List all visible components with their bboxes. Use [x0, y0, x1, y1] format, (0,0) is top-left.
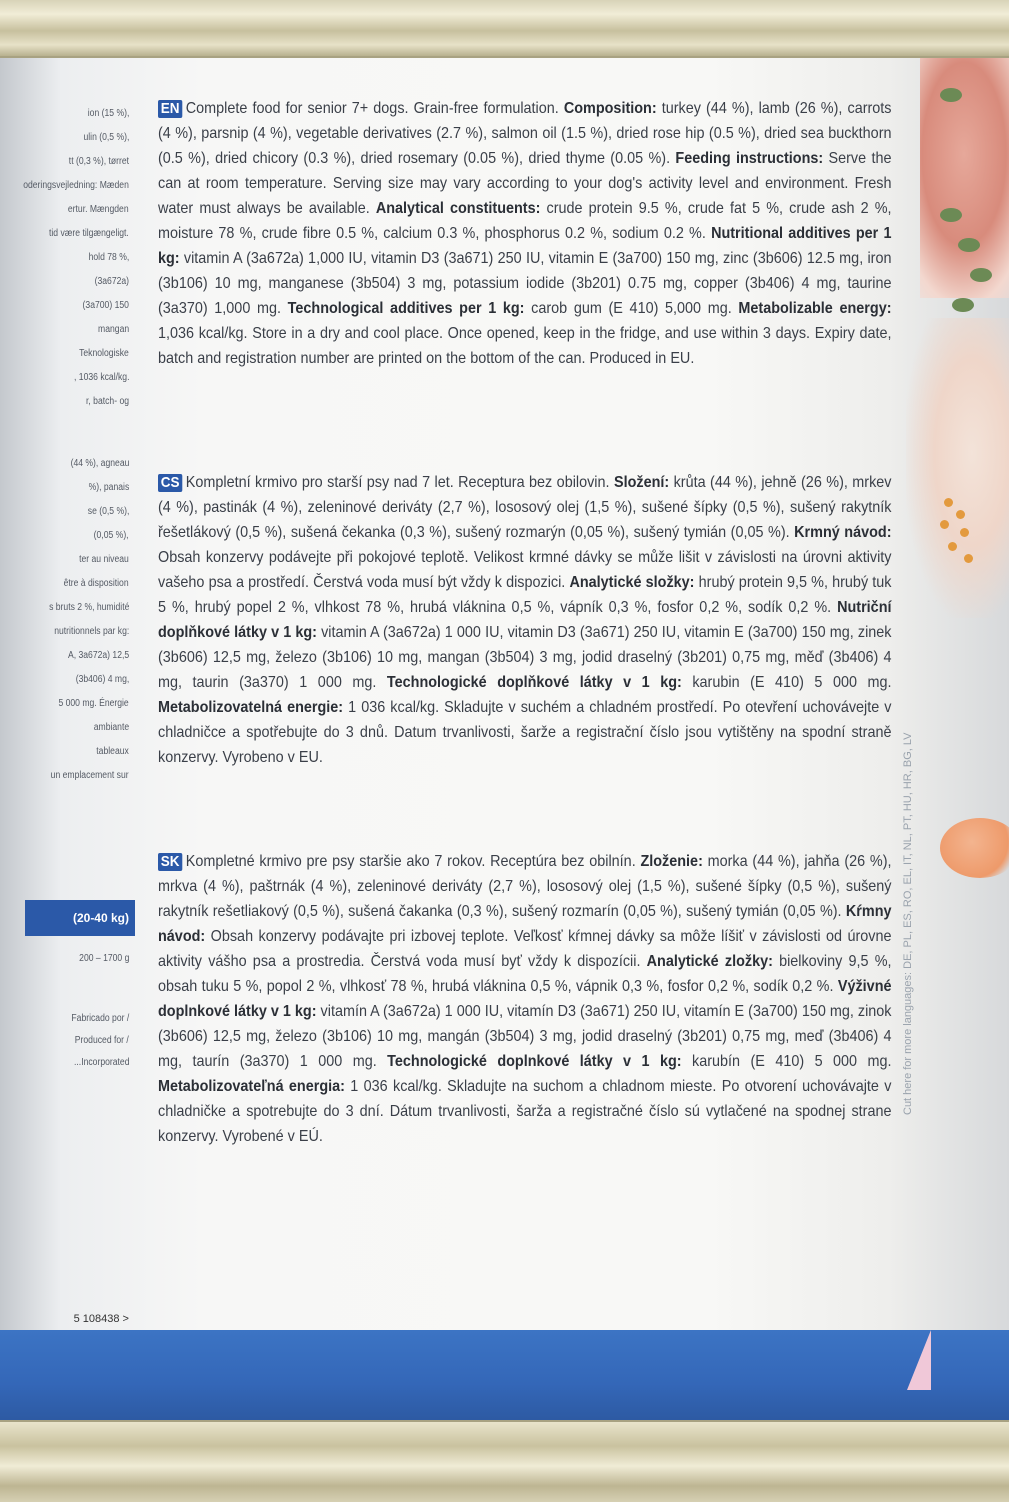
left-edge-text: [0, 58, 135, 1420]
clipped-text-fragment: Teknologiske: [79, 348, 129, 359]
lentil-icon: [964, 554, 973, 563]
section-heading: Kŕmny návod:: [158, 903, 892, 945]
clipped-text-fragment: (44 %), agneau: [70, 458, 129, 469]
section-heading: Metabolizovatelná energie:: [158, 699, 344, 716]
language-badge: SK: [158, 853, 182, 871]
clipped-text-fragment: tableaux: [96, 746, 129, 757]
section-text: Complete food for senior 7+ dogs. Grain-free formulation.: [185, 100, 564, 117]
clipped-text-fragment: un emplacement sur: [51, 770, 129, 781]
clipped-text-fragment: A, 3a672a) 12,5: [67, 650, 129, 661]
clipped-text-fragment: (3a700) 150: [82, 300, 129, 311]
can-top-rim: [0, 0, 1009, 58]
lentil-icon: [956, 510, 965, 519]
section-text: carob gum (E 410) 5,000 mg.: [524, 300, 739, 317]
section-text: krůta (44 %), jehně (26 %), mrkev (4 %), pastinák (4 %), zeleninové deriváty (2,7 %), lososový olej (1,5 %), sušené šípky (0,5 %), sušený rakytník řešetlákový (0,5 %), sušená čekanka (0,3 %), sušený rozmarýn (0,05 %), sušený tymián (0,05 %).: [158, 474, 892, 541]
section-heading: Nutriční doplňkové látky v 1 kg:: [158, 599, 892, 641]
section-text: 1 036 kcal/kg. Skladujte na suchom a chladnom mieste. Po otvorení uchovávajte v chladničke a spotrebujte do 3 dní. Dátum trvanlivosti, šarža a registračné číslo sú vytlačené na spodnej strane konzervy. Vyrobené v EÚ.: [158, 1078, 892, 1145]
lentil-icon: [948, 542, 957, 551]
clipped-text-fragment: (0,05 %),: [94, 530, 129, 541]
clipped-text-fragment: ter au niveau: [79, 554, 129, 565]
section-text: karubin (E 410) 5 000 mg.: [681, 674, 892, 691]
side-languages-note: Cut here for more languages: DE, PL, ES, RO, EL, IT, NL, PT, HU, HR, BG, LV: [902, 732, 914, 1115]
section-text: vitamín A (3a672a) 1 000 IU, vitamín D3 (3a671) 250 IU, vitamín E (3a700) 150 mg, zinok (3b606) 12,5 mg, železo (3b106) 10 mg, mangán (3b504) 3 mg, jodid draselný (3b201) 0,75 mg, meď (3b406) 4 mg, taurín (3a370) 1 000 mg.: [158, 1003, 892, 1070]
blue-band: [0, 1330, 1009, 1420]
poultry-illustration: [906, 318, 1009, 618]
clipped-text-fragment: 5 000 mg. Énergie: [58, 698, 129, 709]
clipped-text-fragment: (3a672a): [94, 276, 129, 287]
section-sk: [158, 849, 892, 1149]
clipped-text-fragment: tid være tilgængeligt.: [49, 228, 129, 239]
clipped-text-fragment: nutritionnels par kg:: [53, 626, 129, 637]
clipped-text-fragment: ertur. Mængden: [68, 204, 129, 215]
section-en: [158, 96, 892, 371]
clipped-text-fragment: mangan: [97, 324, 129, 335]
lentil-icon: [960, 528, 969, 537]
section-heading: Technologické doplňkové látky v 1 kg:: [386, 674, 682, 691]
herb-leaf-icon: [970, 268, 992, 282]
pink-corner-tab: [907, 1330, 931, 1390]
section-text: vitamin A (3a672a) 1,000 IU, vitamin D3 (3a671) 250 IU, vitamin E (3a700) 150 mg, zinc (3b606) 12.5 mg, iron (3b106) 10 mg, manganese (3b504) 3 mg, potassium iodide (3b201) 0.75 mg, copper (3b406) 4 mg, taurine (3a370) 1,000 mg.: [158, 250, 892, 317]
section-heading: Metabolizable energy:: [738, 300, 892, 317]
meat-illustration: [920, 58, 1009, 298]
section-heading: Analytické zložky:: [646, 953, 773, 970]
herb-leaf-icon: [940, 88, 962, 102]
section-text: crude protein 9.5 %, crude fat 5 %, crude ash 2 %, moisture 78 %, crude fibre 0.5 %, calcium 0.3 %, phosphorus 0.2 %, sodium 0.2 %.: [158, 200, 892, 242]
clipped-text-fragment: se (0,5 %),: [87, 506, 129, 517]
section-text: Kompletné krmivo pre psy staršie ako 7 rokov. Receptúra bez obilnín.: [185, 853, 641, 870]
section-text: bielkoviny 9,5 %, obsah tuku 5 %, popol 2 %, vlhkosť 78 %, hrubá vláknina 0,5 %, vápnik 0,3 %, fosfor 0,2 %, sodík 0,2 %.: [158, 953, 892, 995]
producer-note: Fabricado por /: [71, 1013, 129, 1024]
section-text: vitamin A (3a672a) 1 000 IU, vitamin D3 (3a671) 250 IU, vitamin E (3a700) 150 mg, zinek (3b606) 12,5 mg, železo (3b106) 10 mg, mangan (3b504) 3 mg, jodid draselný (3b201) 0,75 mg, měď (3b406) 4 mg, taurin (3a370) 1 000 mg.: [158, 624, 892, 691]
clipped-text-fragment: être à disposition: [63, 578, 129, 589]
section-heading: Feeding instructions:: [675, 150, 824, 167]
section-heading: Krmný návod:: [794, 524, 892, 541]
herb-leaf-icon: [958, 238, 980, 252]
lentil-icon: [944, 498, 953, 507]
section-text: 1,036 kcal/kg. Store in a dry and cool place. Once opened, keep in the fridge, and use within 3 days. Expiry date, batch and registration number are printed on the bottom of the can. Produced in EU.: [158, 325, 892, 367]
clipped-text-fragment: s bruts 2 %, humidité: [48, 602, 129, 613]
producer-note: ...Incorporated: [73, 1057, 129, 1068]
section-text: Serve the can at room temperature. Serving size may vary according to your dog's activity level and environment. Fresh water must always be available.: [158, 150, 892, 217]
section-heading: Analytické složky:: [569, 574, 695, 591]
clipped-text-fragment: tt (0,3 %), tørret: [68, 156, 129, 167]
herb-leaf-icon: [952, 298, 974, 312]
clipped-text-fragment: ambiante: [93, 722, 129, 733]
section-text: 1 036 kcal/kg. Skladujte v suchém a chladném prostředí. Po otevření uchovávejte v chladničce a spotřebujte do 3 dnů. Datum trvanlivosti, šarže a registrační číslo jsou vytištěny na spodní straně konzervy. Vyrobeno v EU.: [158, 699, 892, 766]
clipped-text-fragment: oderingsvejledning: Mæden: [23, 180, 129, 191]
clipped-text-fragment: ulin (0,5 %),: [83, 132, 129, 143]
section-text: hrubý protein 9,5 %, hrubý tuk 5 %, hrubý popel 2 %, vlhkost 78 %, hrubá vláknina 0,5 %, vápník 0,3 %, fosfor 0,2 %, sodík 0,2 %.: [158, 574, 892, 616]
section-text: Obsah konzervy podávajte pri izbovej teplote. Veľkosť kŕmnej dávky sa môže líšiť v závislosti od úrovne aktivity vášho psa a prostredia. Čerstvá voda musí byť vždy k dispozícii.: [158, 928, 892, 970]
section-heading: Analytical constituents:: [375, 200, 541, 217]
section-text: karubín (E 410) 5 000 mg.: [681, 1053, 892, 1070]
producer-note: Produced for /: [74, 1035, 129, 1046]
section-heading: Metabolizovateľná energia:: [158, 1078, 345, 1095]
weight-value: 200 – 1700 g: [78, 953, 129, 964]
lentil-icon: [940, 520, 949, 529]
weight-bar: (20-40 kg): [25, 900, 135, 936]
section-heading: Výživné doplnkové látky v 1 kg:: [158, 978, 892, 1020]
section-text: turkey (44 %), lamb (26 %), carrots (4 %), parsnip (4 %), vegetable derivatives (2.7 %), salmon oil (1.5 %), dried rose hip (0.5 %), dried sea buckthorn (0.5 %), dried chicory (0.3 %), dried rosemary (0.05 %), dried thyme (0.05 %).: [158, 100, 892, 167]
carrot-illustration: [940, 818, 1009, 878]
can-bottom-rim: [0, 1420, 1009, 1502]
clipped-text-fragment: (3b406) 4 mg,: [75, 674, 129, 685]
clipped-text-fragment: , 1036 kcal/kg.: [73, 372, 129, 383]
section-text: morka (44 %), jahňa (26 %), mrkva (4 %), paštrnák (4 %), zeleninové deriváty (2,7 %), lososový olej (1,5 %), sušené šípky (0,5 %), sušený rakytník rešetliakový (0,5 %), sušená čakanka (0,3 %), sušený rozmarín (0,05 %), sušený tymián (0,05 %).: [158, 853, 892, 920]
section-text: Obsah konzervy podávejte při pokojové teplotě. Velikost krmné dávky se může lišit v závislosti na úrovni aktivity vašeho psa a prostředí. Čerstvá voda musí být vždy k dispozici.: [158, 549, 892, 591]
section-cs: [158, 470, 892, 770]
barcode-digits: 5 108438 >: [73, 1313, 129, 1325]
language-badge: EN: [158, 100, 182, 118]
section-heading: Zloženie:: [640, 853, 703, 870]
section-heading: Technological additives per 1 kg:: [287, 300, 525, 317]
food-illustration: [900, 58, 1009, 1330]
language-badge: CS: [158, 474, 182, 492]
section-heading: Složení:: [613, 474, 670, 491]
clipped-text-fragment: r, batch- og: [85, 396, 129, 407]
clipped-text-fragment: %), panais: [88, 482, 129, 493]
clipped-text-fragment: hold 78 %,: [88, 252, 129, 263]
section-heading: Nutritional additives per 1 kg:: [158, 225, 892, 267]
herb-leaf-icon: [940, 208, 962, 222]
section-heading: Composition:: [563, 100, 657, 117]
section-text: Kompletní krmivo pro starší psy nad 7 let. Receptura bez obilovin.: [185, 474, 614, 491]
section-heading: Technologické doplnkové látky v 1 kg:: [387, 1053, 682, 1070]
clipped-text-fragment: ion (15 %),: [87, 108, 129, 119]
